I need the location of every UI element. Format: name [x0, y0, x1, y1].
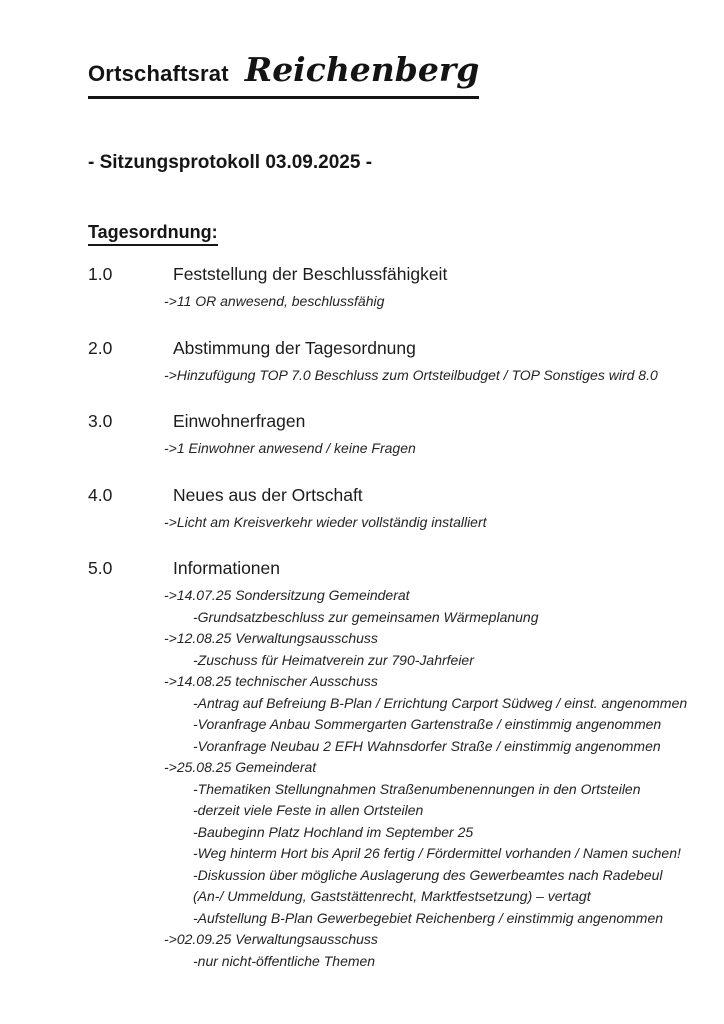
document-title-name: Reichenberg [244, 50, 480, 89]
agenda-item-notes [164, 585, 688, 972]
agenda-note: ->25.08.25 Gemeinderat [164, 759, 317, 775]
agenda-note: ->02.09.25 Verwaltungsausschuss [164, 931, 378, 947]
agenda-item-number: 5.0 [88, 558, 113, 578]
agenda-item-notes [164, 365, 674, 387]
agenda-note: (An-/ Ummeldung, Gaststättenrecht, Marktfestsetzung) – vertagt [193, 888, 591, 904]
agenda-item-body [164, 337, 674, 387]
agenda-note: -nur nicht-öffentliche Themen [193, 952, 376, 969]
agenda-note: -Baubeginn Platz Hochland im September 25 [193, 823, 474, 840]
agenda-item-notes [164, 291, 674, 313]
agenda-item-title: Feststellung der Beschlussfähigkeit [173, 264, 448, 284]
agenda-item-title: Einwohnerfragen [173, 411, 306, 431]
agenda-item-notes [164, 512, 674, 534]
agenda-item-body [164, 557, 688, 972]
agenda-note: -Weg hinterm Hort bis April 26 fertig / Fördermittel vorhanden / Namen suchen! [193, 845, 681, 861]
agenda-note: ->Hinzufügung TOP 7.0 Beschluss zum Ortsteilbudget / TOP Sonstiges wird 8.0 [164, 366, 658, 383]
agenda-item-body [164, 484, 674, 534]
agenda-item-notes [164, 438, 674, 460]
document-title [88, 52, 479, 99]
agenda-note: -Aufstellung B-Plan Gewerbegebiet Reichenberg / einstimmig angenommen [193, 909, 664, 926]
agenda-item-number: 2.0 [88, 337, 113, 358]
document-title-prefix: Ortschaftsrat [88, 61, 229, 86]
agenda-note: -Antrag auf Befreiung B-Plan / Errichtung Carport Südweg / einst. angenommen [193, 694, 688, 711]
agenda-item-number: 4.0 [88, 484, 113, 505]
agenda-note: -derzeit viele Feste in allen Ortsteilen [193, 802, 424, 818]
agenda-note: ->11 OR anwesend, beschlussfähig [164, 293, 385, 309]
agenda-note: -Voranfrage Neubau 2 EFH Wahnsdorfer Straße / einstimmig angenommen [193, 737, 661, 754]
agenda-list [88, 263, 688, 972]
agenda-item-body [164, 263, 674, 313]
agenda-note: ->Licht am Kreisverkehr wieder vollständig installiert [164, 513, 487, 530]
agenda-item-title: Neues aus der Ortschaft [173, 484, 363, 505]
agenda-note: ->14.08.25 technischer Ausschuss [164, 673, 378, 689]
agenda-note: -Diskussion über mögliche Auslagerung des Gewerbeamtes nach Radebeul [193, 866, 663, 883]
agenda-note: ->14.07.25 Sondersitzung Gemeinderat [164, 587, 410, 603]
agenda-note: -Zuschuss für Heimatverein zur 790-Jahrfeier [193, 651, 474, 668]
agenda-item [88, 557, 688, 972]
agenda-heading-row [88, 221, 674, 246]
agenda-item [88, 263, 674, 313]
agenda-note: ->12.08.25 Verwaltungsausschuss [164, 630, 378, 646]
agenda-heading: Tagesordnung: [88, 221, 218, 246]
agenda-item-title: Informationen [173, 558, 281, 578]
agenda-note: -Thematiken Stellungnahmen Straßenumbenennungen in den Ortsteilen [193, 780, 641, 797]
agenda-note: ->1 Einwohner anwesend / keine Fragen [164, 440, 416, 456]
agenda-item-number: 1.0 [88, 264, 113, 284]
agenda-item-title: Abstimmung der Tagesordnung [173, 337, 416, 358]
agenda-item-number: 3.0 [88, 411, 113, 431]
agenda-item [88, 484, 674, 534]
agenda-note: -Voranfrage Anbau Sommergarten Gartenstraße / einstimmig angenommen [193, 716, 662, 732]
agenda-item [88, 410, 674, 460]
agenda-item [88, 337, 674, 387]
protocol-subtitle: - Sitzungsprotokoll 03.09.2025 - [88, 152, 373, 173]
agenda-note: -Grundsatzbeschluss zur gemeinsamen Wärmeplanung [193, 608, 539, 625]
agenda-item-body [164, 410, 674, 460]
